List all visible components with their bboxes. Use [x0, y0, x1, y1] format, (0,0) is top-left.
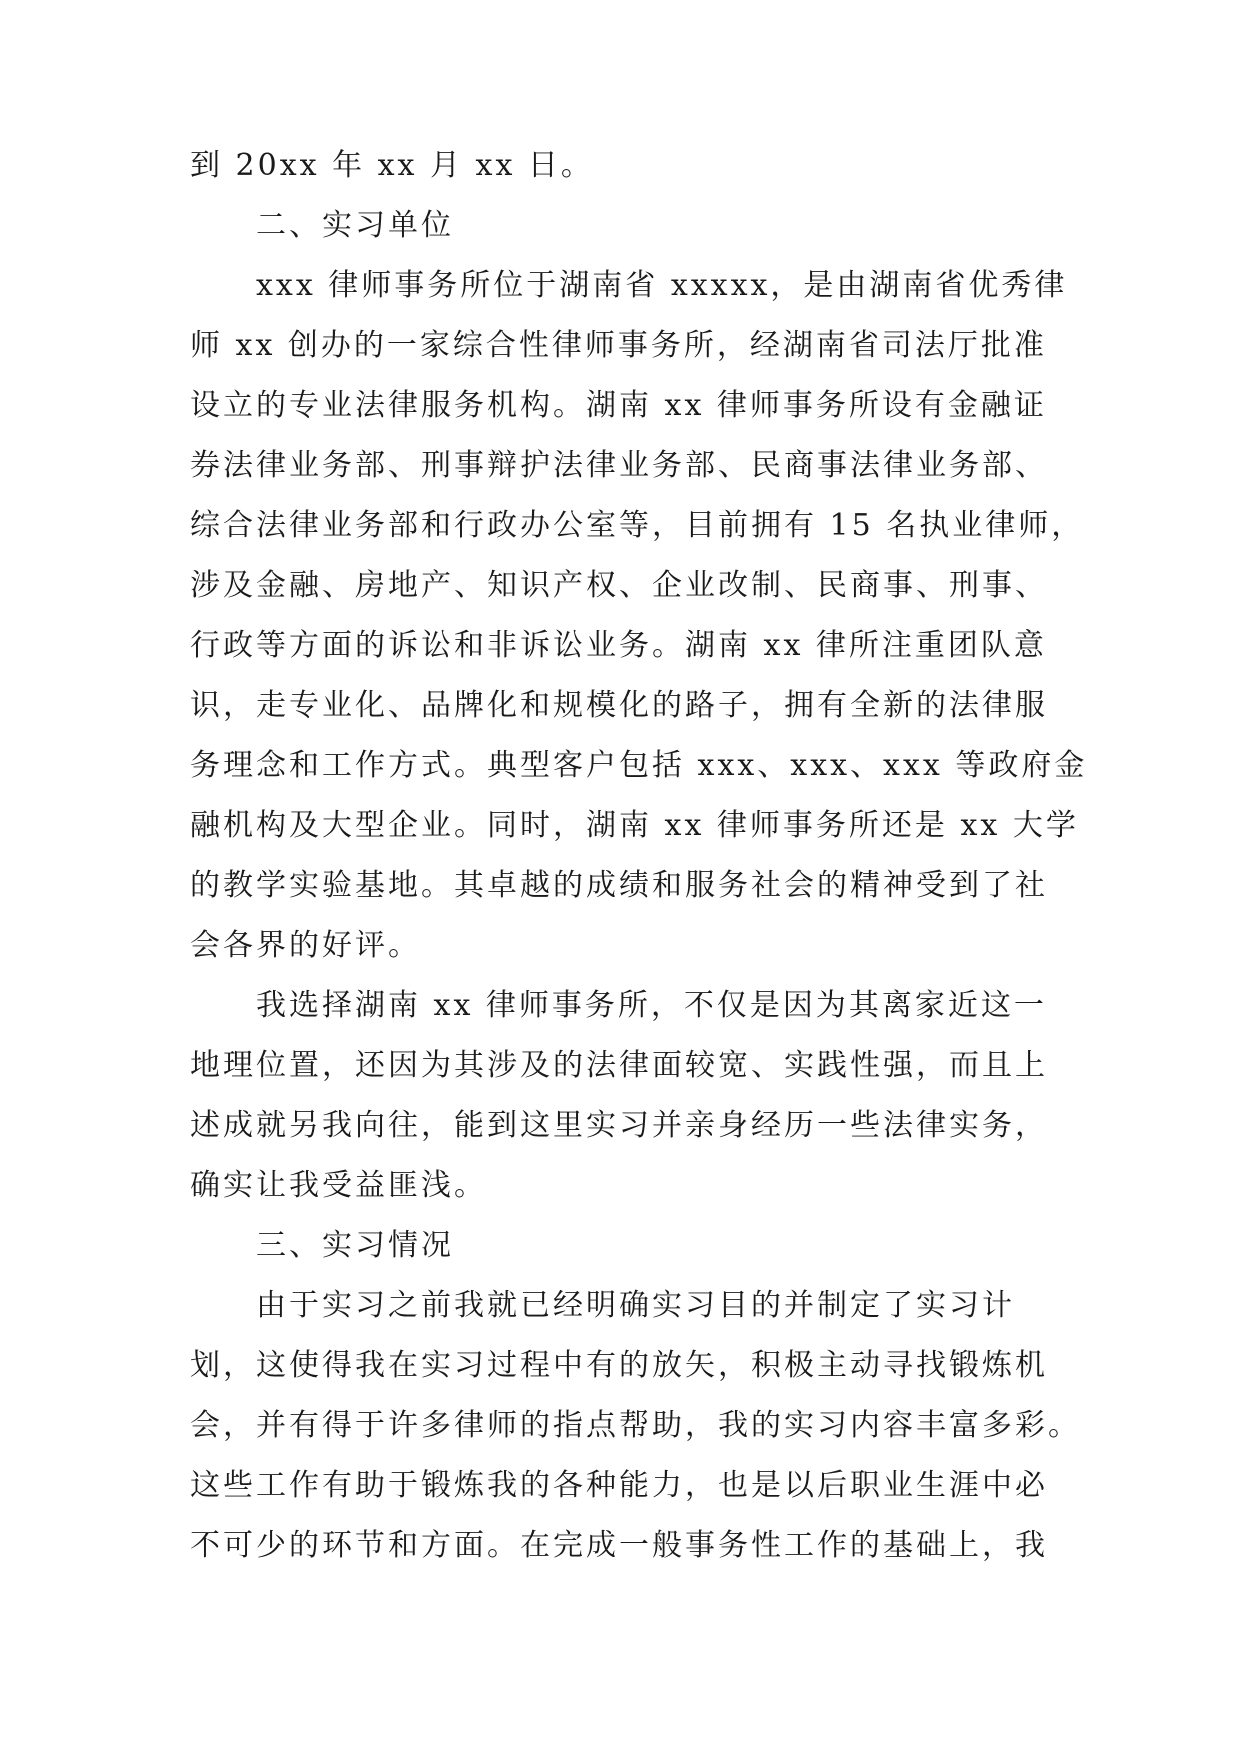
text-line: xxx 律师事务所位于湖南省 xxxxx，是由湖南省优秀律 — [256, 268, 1068, 303]
section-heading-internship-situation: 三、实习情况 — [256, 1228, 454, 1263]
text-line: 的教学实验基地。其卓越的成绩和服务社会的精神受到了社 — [190, 868, 1048, 903]
text-line: 确实让我受益匪浅。 — [190, 1168, 487, 1203]
text-line: 设立的专业法律服务机构。湖南 xx 律师事务所设有金融证 — [190, 388, 1047, 423]
text-line: 识，走专业化、品牌化和规模化的路子，拥有全新的法律服 — [190, 688, 1048, 723]
text-line: 到 20xx 年 xx 月 xx 日。 — [190, 148, 594, 183]
text-line: 会各界的好评。 — [190, 928, 421, 963]
text-line: 这些工作有助于锻炼我的各种能力，也是以后职业生涯中必 — [190, 1468, 1048, 1503]
text-line: 会，并有得于许多律师的指点帮助，我的实习内容丰富多彩。 — [190, 1408, 1081, 1443]
text-line: 不可少的环节和方面。在完成一般事务性工作的基础上，我 — [190, 1528, 1048, 1563]
text-line: 地理位置，还因为其涉及的法律面较宽、实践性强，而且上 — [190, 1048, 1048, 1083]
text-line: 券法律业务部、刑事辩护法律业务部、民商事法律业务部、 — [190, 448, 1048, 483]
section-heading-internship-unit: 二、实习单位 — [256, 208, 454, 243]
text-line: 涉及金融、房地产、知识产权、企业改制、民商事、刑事、 — [190, 568, 1048, 603]
text-line: 述成就另我向往，能到这里实习并亲身经历一些法律实务， — [190, 1108, 1048, 1143]
text-line: 我选择湖南 xx 律师事务所，不仅是因为其离家近这一 — [256, 988, 1047, 1023]
text-line: 行政等方面的诉讼和非诉讼业务。湖南 xx 律所注重团队意 — [190, 628, 1047, 663]
text-line: 划，这使得我在实习过程中有的放矢，积极主动寻找锻炼机 — [190, 1348, 1048, 1383]
text-line: 融机构及大型企业。同时，湖南 xx 律师事务所还是 xx 大学 — [190, 808, 1079, 843]
text-line: 务理念和工作方式。典型客户包括 xxx、xxx、xxx 等政府金 — [190, 748, 1088, 783]
text-line: 综合法律业务部和行政办公室等，目前拥有 15 名执业律师， — [190, 508, 1085, 543]
text-line: 由于实习之前我就已经明确实习目的并制定了实习计 — [256, 1288, 1015, 1323]
text-line: 师 xx 创办的一家综合性律师事务所，经湖南省司法厅批准 — [190, 328, 1047, 363]
